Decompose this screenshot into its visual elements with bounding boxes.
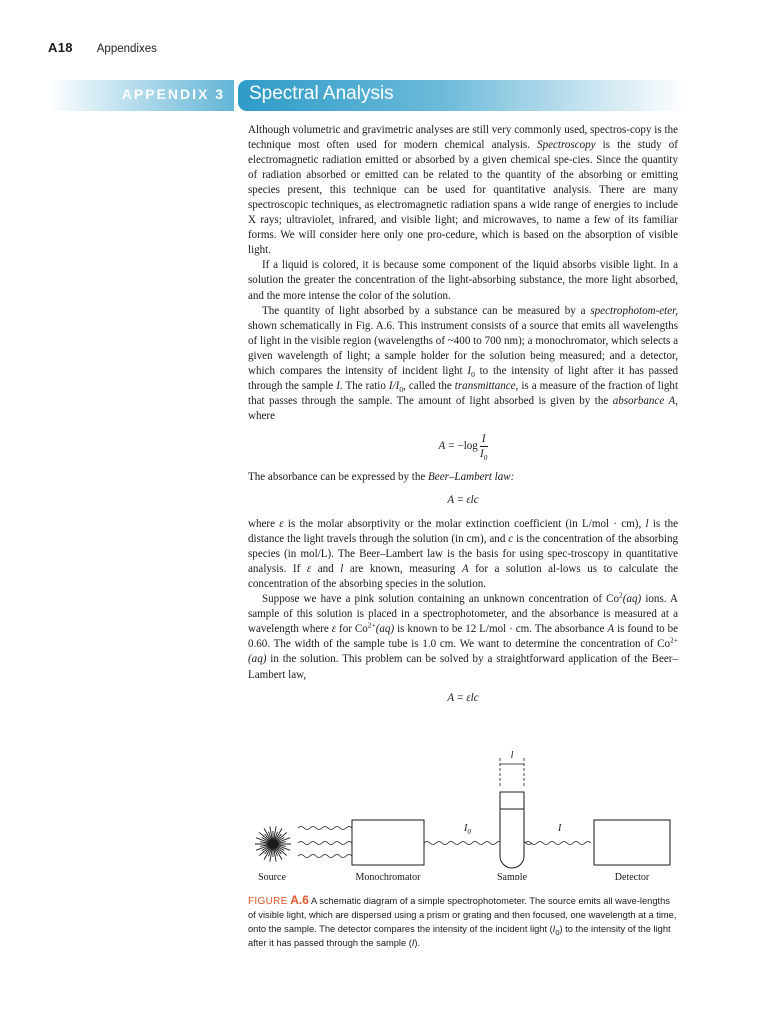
text-run: are known, measuring — [343, 563, 462, 576]
diagram-svg — [248, 748, 688, 880]
monochromator-box — [352, 820, 424, 865]
appendix-title-tab — [238, 80, 688, 111]
text-run: Suppose we have a pink solution containing an unknown concentration of Co — [262, 593, 620, 606]
text-run: Although volumetric and gravimetric analyses are still very commonly used, spectros-copy is the technique most often used for modern chemical analysis. — [248, 124, 678, 152]
symbol-i: I — [411, 937, 415, 948]
text-run: . The ratio — [339, 379, 389, 392]
term-transmittance: transmittance, — [454, 379, 519, 392]
symbol-i: I — [552, 923, 556, 934]
term-spectroscopy: Spectroscopy — [537, 139, 596, 152]
symbol-i: I — [479, 447, 484, 460]
text-run: The absorbance can be expressed by the — [248, 470, 429, 483]
caption-text: ). — [414, 937, 421, 948]
caption-number: A.6 — [290, 893, 309, 907]
fraction-denominator — [480, 447, 488, 461]
text-run: is found to be 0.60. The width of the sample tube is 1.0 cm. We want to determine the concentration of Co — [248, 623, 679, 651]
spectrophotometer-diagram — [248, 748, 688, 880]
appendix-label-band — [48, 80, 234, 111]
equation-absorbance — [248, 432, 678, 461]
detector-box — [594, 820, 670, 865]
term-spectrophotometer: spectrophotom-eter, — [590, 304, 678, 317]
caption-label: FIGURE — [248, 896, 288, 907]
symbol-i: I — [336, 379, 340, 392]
label-sample: Sample — [497, 872, 527, 880]
paragraph-3 — [248, 304, 678, 424]
equals-sign: = — [457, 493, 464, 506]
fraction — [480, 432, 488, 461]
text-run: for Co — [336, 623, 368, 636]
equation-rhs: εlc — [466, 493, 479, 506]
appendix-label: APPENDIX 3 — [121, 86, 225, 102]
equation-rhs: εlc — [466, 691, 479, 704]
body-text — [248, 123, 678, 715]
symbol-l: l — [340, 563, 344, 576]
paragraph-6 — [248, 592, 678, 682]
subscript: 0 — [471, 369, 475, 379]
equals-sign: = — [448, 439, 455, 452]
text-run: for a solution al-lows us to calculate the concentration of the absorbing species in the solution. — [248, 563, 679, 591]
term-beer-lambert: Beer–Lambert law: — [428, 470, 515, 483]
symbol-epsilon: ε — [279, 518, 284, 531]
text-run: is the distance the light travels through the solution (in cm), and — [248, 518, 679, 546]
subscript: 0 — [399, 385, 404, 394]
subscript: 0 — [555, 927, 560, 937]
equation-lhs: A — [438, 439, 446, 452]
term-absorbance: absorbance A, — [612, 394, 678, 407]
text-run: shown schematically in Fig. A.6. This instrument consists of a source that emits all wavelengths of light in the visible region (wavelengths of ~400 to 700 nm); a monochromator, which selects a given wavelength of light; a sample holder for the solution being measured; and a detector, which compares the intensity of incident light — [248, 319, 678, 377]
symbol-epsilon: ε — [306, 563, 312, 576]
paragraph-5 — [248, 517, 678, 592]
text-run: in the solution. This problem can be solved by a straightforward application of the Beer–Lambert law, — [248, 653, 678, 681]
symbol-a: A — [607, 623, 615, 636]
label-transmitted-intensity: I — [558, 823, 562, 834]
symbol-c: c — [508, 533, 514, 546]
text-run: , called the — [403, 379, 455, 392]
equation-beer-lambert-application — [248, 691, 678, 706]
sample-tube — [500, 792, 524, 868]
text-run: is a measure of the fraction of light that passes through the sample. The amount of light absorbed is given by the — [248, 379, 679, 407]
text-run: and — [311, 563, 341, 576]
equation-lhs: A — [447, 691, 455, 704]
equation-beer-lambert — [248, 493, 678, 508]
fraction-numerator: I — [481, 432, 486, 445]
equation — [447, 691, 478, 706]
paragraph-4 — [248, 470, 678, 485]
equation — [438, 432, 487, 461]
label-monochromator: Monochromator — [355, 872, 421, 880]
text-run: The quantity of light absorbed by a substance can be measured by a — [262, 304, 591, 317]
running-head — [48, 40, 157, 60]
equation-lhs: A — [447, 493, 455, 506]
text-run: ions. A sample of this solution is placed in a spectrophotometer, and the absorbance is measured at a wavelength where — [248, 593, 678, 636]
subscript: 0 — [467, 828, 471, 836]
caption-text: A schematic diagram of a simple spectrophotometer. The source emits all wave-lengths of visible light, which are dispersed using a prism or grating and then focused, one wavelength at a time, onto the sample. The detector compares the intensity of the incident light ( — [248, 896, 677, 934]
source-core — [268, 839, 278, 849]
superscript: 2+ — [670, 635, 678, 645]
text-run: is the study of electromagnetic radiation emitted or absorbed by a given chemical spe-cies. Since the quantity of radiation absorbed or emitted can be related to the quantity of the absorbing or emitting species present, this technique can be used for quantitative analysis. There are many spectroscopic techniques, as electromagnetic radiation spans a wide range of energies to include X rays; ultraviolet, infrared, and visible light; and microwaves, to name a few of its familiar forms. We will consider here only one pro-cedure, which is based on the absorption of visible light. — [248, 139, 678, 257]
text-run: is known to be 12 L/mol · cm. The absorbance — [394, 623, 608, 636]
subscript: 0 — [483, 453, 488, 463]
text-run: is the molar absorptivity or the molar extinction coefficient (in L/mol · cm), — [283, 518, 646, 531]
paragraph-2: If a liquid is colored, it is because some component of the liquid absorbs visible light. In a solution the greater the concentration of the light-absorbing substance, the more light absorbed, and the more intense the color of the solution. — [248, 259, 678, 302]
text-run: where — [248, 518, 280, 531]
state-aq: (aq) — [622, 593, 642, 606]
wavy-ray-transmitted — [525, 842, 591, 845]
equals-sign: = — [457, 691, 464, 704]
running-head-section: Appendixes — [96, 43, 157, 55]
equation — [447, 493, 478, 508]
symbol-l: l — [645, 518, 649, 531]
appendix-title: Spectral Analysis — [249, 83, 394, 104]
text-run: to the intensity of light after it has passed through the sample — [248, 364, 679, 392]
state-aq: (aq) — [248, 653, 267, 666]
paragraph-1 — [248, 123, 678, 258]
symbol-a: A — [461, 563, 469, 576]
symbol-i: I — [464, 823, 468, 834]
caption-text: ) to the intensity of the light after it has passed through the sample ( — [248, 923, 671, 948]
superscript: 2 — [619, 590, 623, 600]
symbol-epsilon: ε — [331, 623, 337, 636]
label-path-length: l — [510, 750, 514, 761]
text-run: is the concentration of the absorbing species (in mol/L). The Beer–Lambert law is the basis for using spec-troscopy in quantitative analysis. If — [248, 533, 678, 576]
figure-caption — [248, 894, 680, 951]
superscript: 2+ — [367, 620, 376, 630]
label-source: Source — [258, 872, 286, 880]
state-aq: (aq) — [375, 623, 395, 636]
page-number: A18 — [48, 40, 73, 55]
symbol-ratio: I/I — [388, 379, 400, 392]
appendix-title-bar — [48, 80, 688, 111]
label-detector: Detector — [614, 872, 650, 880]
label-incident-intensity — [463, 823, 471, 836]
symbol-i: I — [467, 364, 472, 377]
text-run: where — [248, 409, 275, 422]
equation-log: −log — [457, 439, 478, 452]
